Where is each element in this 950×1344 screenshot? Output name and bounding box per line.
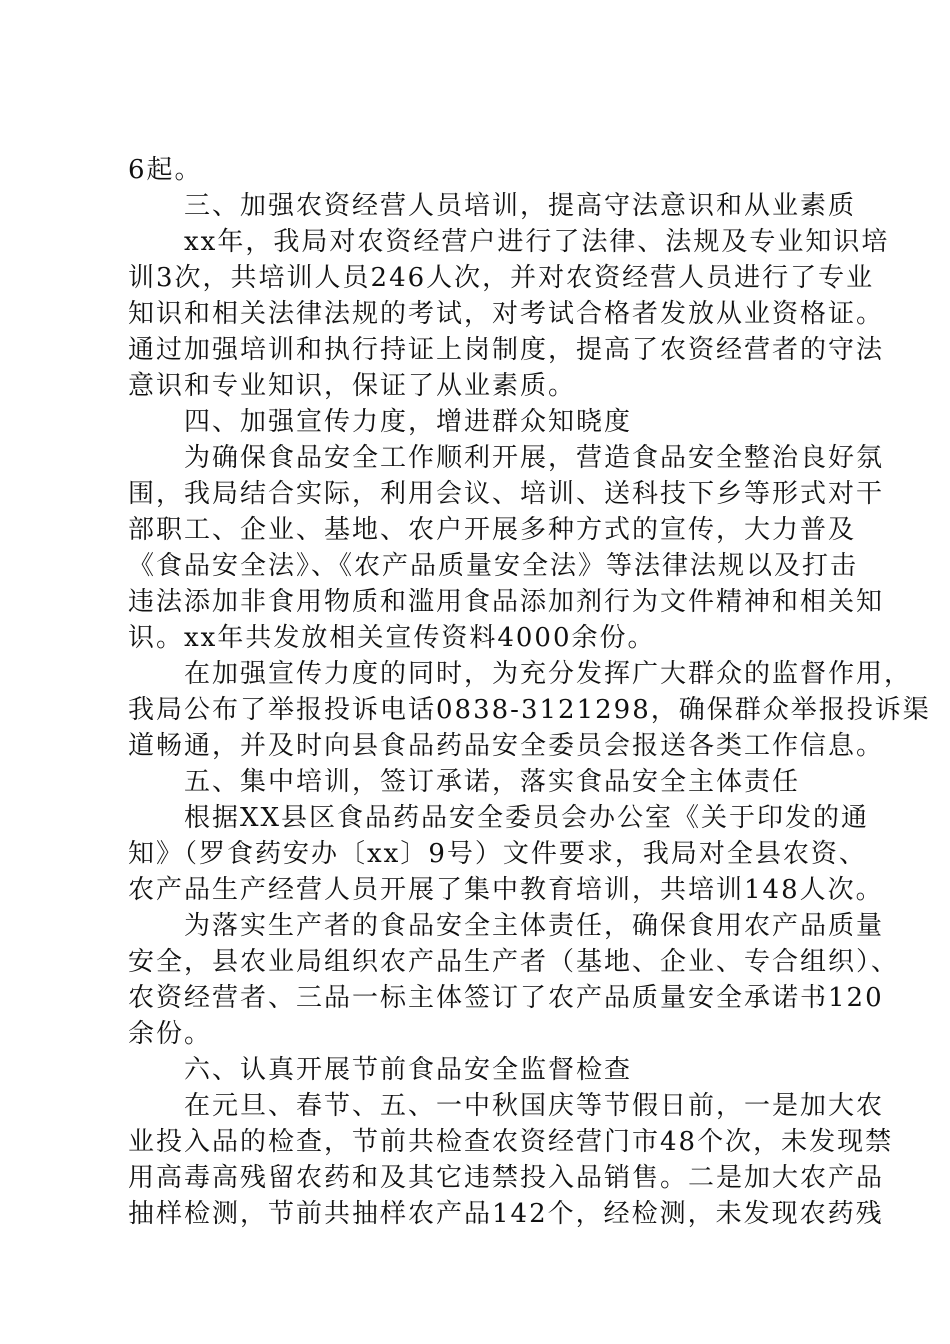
text-line: 知识和相关法律法规的考试，对考试合格者发放从业资格证。 <box>128 299 885 329</box>
text-line: 农资经营者、三品一标主体签订了农产品质量安全承诺书120 <box>128 983 884 1013</box>
text-line: 在加强宣传力度的同时，为充分发挥广大群众的监督作用， <box>128 659 913 689</box>
text-line: 抽样检测，节前共抽样农产品142个，经检测，未发现农药残 <box>128 1199 884 1229</box>
text-line: 为落实生产者的食品安全主体责任，确保食用农产品质量 <box>128 911 885 941</box>
text-line: 根据XX县区食品药品安全委员会办公室《关于印发的通 <box>128 803 870 833</box>
section-heading: 六、认真开展节前食品安全监督检查 <box>128 1055 633 1085</box>
text-line: 通过加强培训和执行持证上岗制度，提高了农资经营者的守法 <box>128 335 885 365</box>
text-line: 部职工、企业、基地、农户开展多种方式的宣传，大力普及 <box>128 515 857 545</box>
text-line: 6起。 <box>128 155 203 185</box>
text-line: 安全，县农业局组织农产品生产者（基地、企业、专合组织）、 <box>128 947 900 977</box>
text-line: 知》（罗食药安办〔xx〕9号）文件要求，我局对全县农资、 <box>128 839 867 869</box>
text-line: 《食品安全法》、《农产品质量安全法》等法律法规以及打击 <box>128 551 859 581</box>
text-line: 我局公布了举报投诉电话0838-3121298，确保群众举报投诉渠 <box>128 695 931 725</box>
text-line: 意识和专业知识，保证了从业素质。 <box>128 371 577 401</box>
text-line: 围，我局结合实际，利用会议、培训、送科技下乡等形式对干 <box>128 479 885 509</box>
text-line: xx年，我局对农资经营户进行了法律、法规及专业知识培 <box>128 227 890 257</box>
section-heading: 四、加强宣传力度，增进群众知晓度 <box>128 407 633 437</box>
text-line: 违法添加非食用物质和滥用食品添加剂行为文件精神和相关知 <box>128 587 885 617</box>
text-line: 道畅通，并及时向县食品药品安全委员会报送各类工作信息。 <box>128 731 885 761</box>
section-heading: 三、加强农资经营人员培训，提高守法意识和从业素质 <box>128 191 857 221</box>
text-line: 为确保食品安全工作顺利开展，营造食品安全整治良好氛 <box>128 443 885 473</box>
text-line: 训3次，共培训人员246人次，并对农资经营人员进行了专业 <box>128 263 875 293</box>
text-line: 用高毒高残留农药和及其它违禁投入品销售。二是加大农产品 <box>128 1163 885 1193</box>
text-line: 农产品生产经营人员开展了集中教育培训，共培训148人次。 <box>128 875 884 905</box>
text-line: 业投入品的检查，节前共检查农资经营门市48个次，未发现禁 <box>128 1127 894 1157</box>
text-line: 余份。 <box>128 1019 213 1049</box>
section-heading: 五、集中培训，签订承诺，落实食品安全主体责任 <box>128 767 801 797</box>
text-line: 识。xx年共发放相关宣传资料4000余份。 <box>128 623 656 653</box>
text-line: 在元旦、春节、五、一中秋国庆等节假日前，一是加大农 <box>128 1091 885 1121</box>
